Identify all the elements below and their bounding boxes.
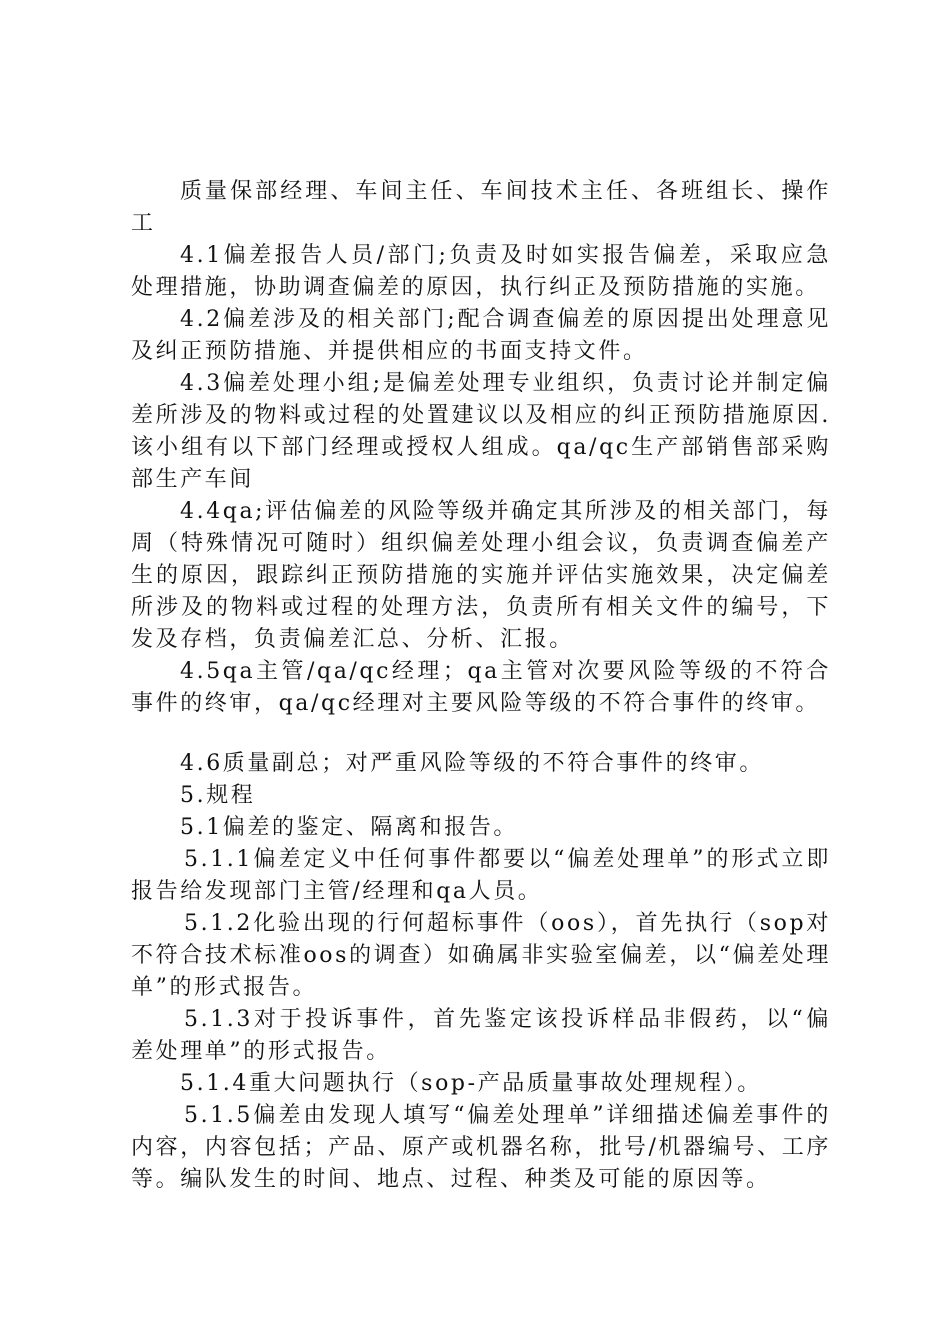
paragraph-5-1-3: 5.1.3对于投诉事件，首先鉴定该投诉样品非假药，以“偏差处理单”的形式报告。 (131, 1007, 831, 1064)
paragraph-5-1-5: 5.1.5偏差由发现人填写“偏差处理单”详细描述偏差事件的内容，内容包括；产品、原产或机器名称，批号/机器编号、工序等。编队发生的时间、地点、过程、种类及可能的原因等。 (131, 1103, 831, 1192)
paragraph-4-1: 4.1偏差报告人员/部门;负责及时如实报告偏差，采取应急处理措施，协助调查偏差的原因，执行纠正及预防措施的实施。 (131, 243, 831, 300)
paragraph-4-3: 4.3偏差处理小组;是偏差处理专业组织，负责讨论并制定偏差所涉及的物料或过程的处置建议以及相应的纠正预防措施原因.该小组有以下部门经理或授权人组成。qa/qc生产部销售部采购部生产车间 (131, 371, 831, 492)
paragraph-5-1-2: 5.1.2化验出现的行何超标事件（oos），首先执行（sop对不符合技术标准oos的调查）如确属非实验室偏差，以“偏差处理单”的形式报告。 (131, 911, 831, 1000)
paragraph-personnel: 质量保部经理、车间主任、车间技术主任、各班组长、操作工 (131, 179, 831, 236)
document-body (131, 176, 831, 1196)
heading-5-procedure: 5.规程 (180, 783, 256, 808)
paragraph-5-1-1: 5.1.1偏差定义中任何事件都要以“偏差处理单”的形式立即报告给发现部门主管/经理和qa人员。 (131, 847, 831, 904)
paragraph-4-5: 4.5qa主管/qa/qc经理；qa主管对次要风险等级的不符合事件的终审，qa/qc经理对主要风险等级的不符合事件的终审。 (131, 659, 831, 716)
paragraph-5-1: 5.1偏差的鉴定、隔离和报告。 (180, 815, 518, 840)
paragraph-5-1-4: 5.1.4重大问题执行（sop-产品质量事故处理规程）。 (180, 1071, 762, 1096)
paragraph-4-4: 4.4qa;评估偏差的风险等级并确定其所涉及的相关部门，每周（特殊情况可随时）组织偏差处理小组会议，负责调查偏差产生的原因，跟踪纠正预防措施的实施并评估实施效果，决定偏差所涉及的物料或过程的处理方法，负责所有相关文件的编号，下发及存档，负责偏差汇总、分析、汇报。 (131, 499, 832, 652)
paragraph-4-2: 4.2偏差涉及的相关部门;配合调查偏差的原因提出处理意见及纠正预防措施、并提供相应的书面支持文件。 (131, 307, 831, 364)
paragraph-4-6: 4.6质量副总；对严重风险等级的不符合事件的终审。 (180, 751, 764, 776)
